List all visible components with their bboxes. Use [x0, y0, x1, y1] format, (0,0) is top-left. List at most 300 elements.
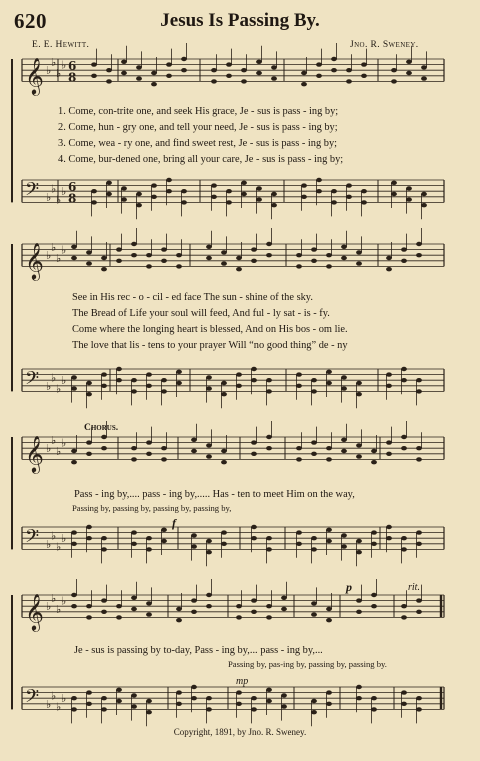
note-head: [326, 370, 332, 374]
note-head: [191, 610, 197, 614]
note-head: [326, 539, 332, 543]
note-head: [146, 699, 152, 703]
note-head: [301, 195, 307, 199]
note-head: [176, 381, 182, 385]
note-head: [241, 181, 247, 185]
note-head: [296, 253, 302, 257]
note-head: [211, 183, 217, 187]
flat-icon: ♭: [56, 445, 62, 458]
note-head: [401, 367, 407, 371]
note-head: [341, 245, 347, 249]
note-head: [346, 195, 352, 199]
note-head: [116, 699, 122, 703]
verse-3-line-b: Come where the longing heart is blessed, And on His bos - om lie.: [72, 324, 348, 335]
note-head: [116, 367, 122, 371]
note-head: [266, 604, 272, 608]
note-head: [236, 256, 242, 260]
note-head: [386, 536, 392, 540]
verse-4-line: 4. Come, bur-dened one, bring all your care, Je - sus is pass - ing by;: [58, 154, 344, 165]
time-signature-top: 6: [68, 59, 77, 74]
note-head: [86, 392, 92, 396]
note-head: [256, 60, 262, 64]
note-head: [266, 242, 272, 246]
note-head: [71, 449, 77, 453]
note-head: [316, 62, 322, 66]
flat-icon: ♭: [51, 529, 57, 543]
note-head: [181, 200, 187, 204]
flat-icon: ♭: [51, 689, 57, 703]
chorus-echo-2: Passing by, pas-ing by, passing by, passing by.: [228, 659, 387, 669]
note-head: [161, 457, 167, 461]
note-head: [221, 261, 227, 265]
flat-icon: ♭: [46, 600, 52, 614]
note-head: [146, 601, 152, 605]
note-head: [361, 74, 367, 78]
note-head: [386, 440, 392, 444]
note-head: [401, 536, 407, 540]
note-head: [401, 690, 407, 694]
note-head: [71, 696, 77, 700]
dynamic-mezzo-piano: mp: [236, 676, 249, 687]
note-head: [71, 375, 77, 379]
flat-icon: ♭: [61, 374, 67, 388]
note-head: [371, 460, 377, 464]
note-head: [251, 536, 257, 540]
note-head: [256, 197, 262, 201]
note-head: [311, 547, 317, 551]
note-head: [176, 370, 182, 374]
flat-icon: ♭: [46, 442, 52, 456]
note-head: [401, 259, 407, 263]
note-head: [131, 446, 137, 450]
note-head: [356, 381, 362, 385]
note-head: [86, 261, 92, 265]
note-head: [161, 259, 167, 263]
note-head: [326, 618, 332, 622]
flat-icon: ♭: [51, 240, 57, 254]
note-head: [346, 68, 352, 72]
note-head: [356, 443, 362, 447]
note-head: [221, 542, 227, 546]
note-head: [371, 604, 377, 608]
note-head: [356, 685, 362, 689]
note-head: [311, 440, 317, 444]
flat-icon: ♭: [56, 382, 62, 396]
flat-icon: ♭: [61, 594, 67, 608]
note-head: [311, 259, 317, 263]
note-head: [311, 699, 317, 703]
note-head: [326, 607, 332, 611]
hymn-number: 620: [14, 9, 47, 33]
note-head: [236, 702, 242, 706]
bass-clef-icon: 𝄢: [25, 368, 40, 394]
note-head: [131, 607, 137, 611]
note-head: [161, 247, 167, 251]
verse-3-line: 3. Come, wea - ry one, and find sweet rest, Je - sus is pass - ing by;: [58, 138, 338, 149]
flat-icon: ♭: [46, 249, 52, 263]
note-head: [416, 598, 422, 602]
note-head: [151, 82, 157, 86]
verse-2-line-b: The Bread of Life your soul will feed, And ful - ly sat - is - fy.: [72, 308, 330, 319]
note-head: [371, 530, 377, 534]
time-signature-top: 6: [68, 180, 77, 195]
note-head: [256, 186, 262, 190]
note-head: [266, 615, 272, 619]
flat-icon: ♭: [46, 190, 52, 204]
note-head: [221, 460, 227, 464]
flat-icon: ♭: [56, 700, 62, 714]
note-head: [101, 536, 107, 540]
note-head: [146, 547, 152, 551]
note-head: [341, 449, 347, 453]
note-head: [266, 547, 272, 551]
note-head: [116, 259, 122, 263]
note-head: [341, 533, 347, 537]
note-head: [161, 539, 167, 543]
note-head: [356, 392, 362, 396]
note-head: [191, 438, 197, 442]
note-head: [241, 192, 247, 196]
note-head: [101, 267, 107, 271]
flat-icon: ♭: [51, 433, 57, 447]
note-head: [266, 699, 272, 703]
note-head: [386, 384, 392, 388]
note-head: [266, 378, 272, 382]
note-head: [146, 384, 152, 388]
note-head: [251, 525, 257, 529]
flat-icon: ♭: [56, 540, 62, 554]
flat-icon: ♭: [51, 371, 57, 385]
note-head: [251, 440, 257, 444]
note-head: [406, 71, 412, 75]
note-head: [91, 189, 97, 193]
note-head: [281, 596, 287, 600]
note-head: [226, 62, 232, 66]
note-head: [361, 189, 367, 193]
note-head: [266, 446, 272, 450]
note-head: [311, 378, 317, 382]
verse-4-line-b: The love that lis - tens to your prayer Will “no good thing” de - ny: [72, 340, 348, 351]
note-head: [296, 384, 302, 388]
note-head: [106, 181, 112, 185]
note-head: [371, 696, 377, 700]
note-head: [386, 372, 392, 376]
note-head: [206, 375, 212, 379]
note-head: [406, 197, 412, 201]
note-head: [256, 71, 262, 75]
note-head: [206, 604, 212, 608]
note-head: [401, 435, 407, 439]
note-head: [151, 195, 157, 199]
note-head: [281, 607, 287, 611]
flat-icon: ♭: [56, 193, 62, 207]
bass-clef-icon: 𝄢: [25, 179, 40, 205]
note-head: [226, 74, 232, 78]
note-head: [236, 267, 242, 271]
note-head: [356, 261, 362, 265]
note-head: [106, 68, 112, 72]
bass-clef-icon: 𝄢: [25, 526, 40, 552]
note-head: [416, 696, 422, 700]
note-head: [91, 200, 97, 204]
note-head: [251, 452, 257, 456]
note-head: [316, 189, 322, 193]
note-head: [206, 386, 212, 390]
composer-credit: Jno. R. Sweney.: [350, 40, 419, 50]
flat-icon: ♭: [51, 182, 57, 196]
note-head: [416, 378, 422, 382]
note-head: [206, 539, 212, 543]
note-head: [401, 547, 407, 551]
note-head: [391, 79, 397, 83]
note-head: [296, 530, 302, 534]
note-head: [301, 82, 307, 86]
note-head: [121, 60, 127, 64]
chorus-echo-1: Passing by, passing by, passing by, passing by,: [72, 503, 232, 513]
note-head: [281, 704, 287, 708]
note-head: [356, 550, 362, 554]
note-head: [296, 372, 302, 376]
note-head: [181, 68, 187, 72]
note-head: [401, 604, 407, 608]
note-head: [416, 242, 422, 246]
note-head: [331, 200, 337, 204]
note-head: [146, 536, 152, 540]
note-head: [251, 598, 257, 602]
note-head: [346, 183, 352, 187]
note-head: [211, 68, 217, 72]
note-head: [271, 76, 277, 80]
note-head: [106, 192, 112, 196]
note-head: [331, 68, 337, 72]
note-head: [356, 539, 362, 543]
note-head: [221, 250, 227, 254]
note-head: [221, 381, 227, 385]
note-head: [206, 550, 212, 554]
note-head: [311, 601, 317, 605]
note-head: [181, 189, 187, 193]
note-head: [421, 192, 427, 196]
chorus-line-2: Je - sus is passing by to-day, Pass - ing by,... pass - ing by,...: [74, 645, 323, 656]
note-head: [131, 389, 137, 393]
flat-icon: ♭: [46, 379, 52, 393]
verse-1-line-b: See in His rec - o - cil - ed face The sun - shine of the sky.: [72, 292, 313, 303]
note-head: [101, 696, 107, 700]
note-head: [146, 253, 152, 257]
note-head: [101, 610, 107, 614]
note-head: [406, 186, 412, 190]
note-head: [86, 536, 92, 540]
note-head: [326, 528, 332, 532]
note-head: [251, 259, 257, 263]
note-head: [206, 443, 212, 447]
note-head: [161, 389, 167, 393]
note-head: [211, 195, 217, 199]
note-head: [251, 610, 257, 614]
lyricist-credit: E. E. Hewitt.: [32, 40, 90, 50]
flat-icon: ♭: [46, 697, 52, 711]
note-head: [341, 386, 347, 390]
note-head: [86, 250, 92, 254]
note-head: [101, 372, 107, 376]
flat-icon: ♭: [61, 692, 67, 706]
verse-1-line: 1. Come, con-trite one, and seek His grace, Je - sus is pass - ing by;: [58, 106, 339, 117]
note-head: [221, 449, 227, 453]
note-head: [326, 702, 332, 706]
flat-icon: ♭: [56, 252, 62, 265]
note-head: [206, 245, 212, 249]
note-head: [326, 264, 332, 268]
note-head: [221, 530, 227, 534]
note-head: [401, 378, 407, 382]
note-head: [131, 596, 137, 600]
note-head: [296, 457, 302, 461]
note-head: [251, 247, 257, 251]
note-head: [151, 71, 157, 75]
note-head: [206, 454, 212, 458]
note-head: [146, 710, 152, 714]
note-head: [161, 528, 167, 532]
note-head: [71, 604, 77, 608]
note-head: [71, 245, 77, 249]
note-head: [131, 242, 137, 246]
note-head: [221, 392, 227, 396]
note-head: [281, 693, 287, 697]
note-head: [421, 65, 427, 69]
note-head: [116, 688, 122, 692]
note-head: [271, 192, 277, 196]
note-head: [236, 615, 242, 619]
note-head: [341, 438, 347, 442]
bass-clef-icon: 𝄢: [25, 686, 40, 712]
note-head: [71, 530, 77, 534]
note-head: [421, 76, 427, 80]
note-head: [266, 389, 272, 393]
note-head: [91, 62, 97, 66]
note-head: [326, 690, 332, 694]
note-head: [236, 384, 242, 388]
note-head: [271, 203, 277, 207]
note-head: [251, 707, 257, 711]
note-head: [326, 446, 332, 450]
note-head: [191, 696, 197, 700]
note-head: [241, 79, 247, 83]
note-head: [311, 247, 317, 251]
note-head: [401, 446, 407, 450]
flat-icon: ♭: [61, 58, 67, 72]
note-head: [251, 367, 257, 371]
note-head: [356, 598, 362, 602]
note-head: [161, 446, 167, 450]
note-head: [176, 702, 182, 706]
dynamic-piano: p: [346, 580, 352, 594]
note-head: [226, 189, 232, 193]
note-head: [106, 79, 112, 83]
note-head: [236, 690, 242, 694]
note-head: [326, 457, 332, 461]
note-head: [266, 435, 272, 439]
note-head: [101, 384, 107, 388]
note-head: [301, 183, 307, 187]
note-head: [311, 452, 317, 456]
note-head: [131, 693, 137, 697]
note-head: [386, 452, 392, 456]
note-head: [176, 618, 182, 622]
note-head: [91, 74, 97, 78]
note-head: [371, 449, 377, 453]
note-head: [421, 203, 427, 207]
note-head: [71, 542, 77, 546]
note-head: [416, 446, 422, 450]
note-head: [331, 189, 337, 193]
note-head: [356, 250, 362, 254]
flat-icon: ♭: [61, 243, 67, 257]
note-head: [121, 71, 127, 75]
note-head: [401, 247, 407, 251]
note-head: [311, 710, 317, 714]
time-signature-bottom: 8: [68, 191, 77, 206]
note-head: [131, 253, 137, 257]
note-head: [266, 688, 272, 692]
note-head: [116, 615, 122, 619]
flat-icon: ♭: [46, 537, 52, 551]
note-head: [136, 76, 142, 80]
flat-icon: ♭: [56, 603, 62, 616]
note-head: [211, 79, 217, 83]
note-head: [371, 707, 377, 711]
note-head: [416, 707, 422, 711]
note-head: [206, 707, 212, 711]
note-head: [101, 435, 107, 439]
note-head: [206, 696, 212, 700]
chorus-label: Chorus.: [84, 423, 119, 433]
note-head: [386, 525, 392, 529]
dynamic-forte: f: [172, 516, 176, 530]
note-head: [176, 253, 182, 257]
note-head: [136, 65, 142, 69]
note-head: [341, 256, 347, 260]
note-head: [316, 74, 322, 78]
note-head: [191, 598, 197, 602]
note-head: [251, 378, 257, 382]
time-signature-bottom: 8: [68, 70, 77, 85]
treble-clef-icon: 𝄞: [25, 592, 44, 631]
note-head: [331, 57, 337, 61]
note-head: [166, 74, 172, 78]
note-head: [416, 457, 422, 461]
note-head: [361, 200, 367, 204]
flat-icon: ♭: [51, 591, 57, 605]
note-head: [416, 389, 422, 393]
note-head: [416, 530, 422, 534]
note-head: [316, 178, 322, 182]
note-head: [86, 381, 92, 385]
note-head: [86, 690, 92, 694]
note-head: [101, 256, 107, 260]
hymn-title: Jesus Is Passing By.: [160, 10, 320, 31]
treble-clef-icon: 𝄞: [25, 56, 44, 95]
note-head: [311, 389, 317, 393]
note-head: [131, 542, 137, 546]
note-head: [176, 690, 182, 694]
note-head: [391, 68, 397, 72]
note-head: [206, 256, 212, 260]
note-head: [311, 536, 317, 540]
note-head: [271, 65, 277, 69]
note-head: [191, 685, 197, 689]
note-head: [136, 203, 142, 207]
note-head: [131, 378, 137, 382]
